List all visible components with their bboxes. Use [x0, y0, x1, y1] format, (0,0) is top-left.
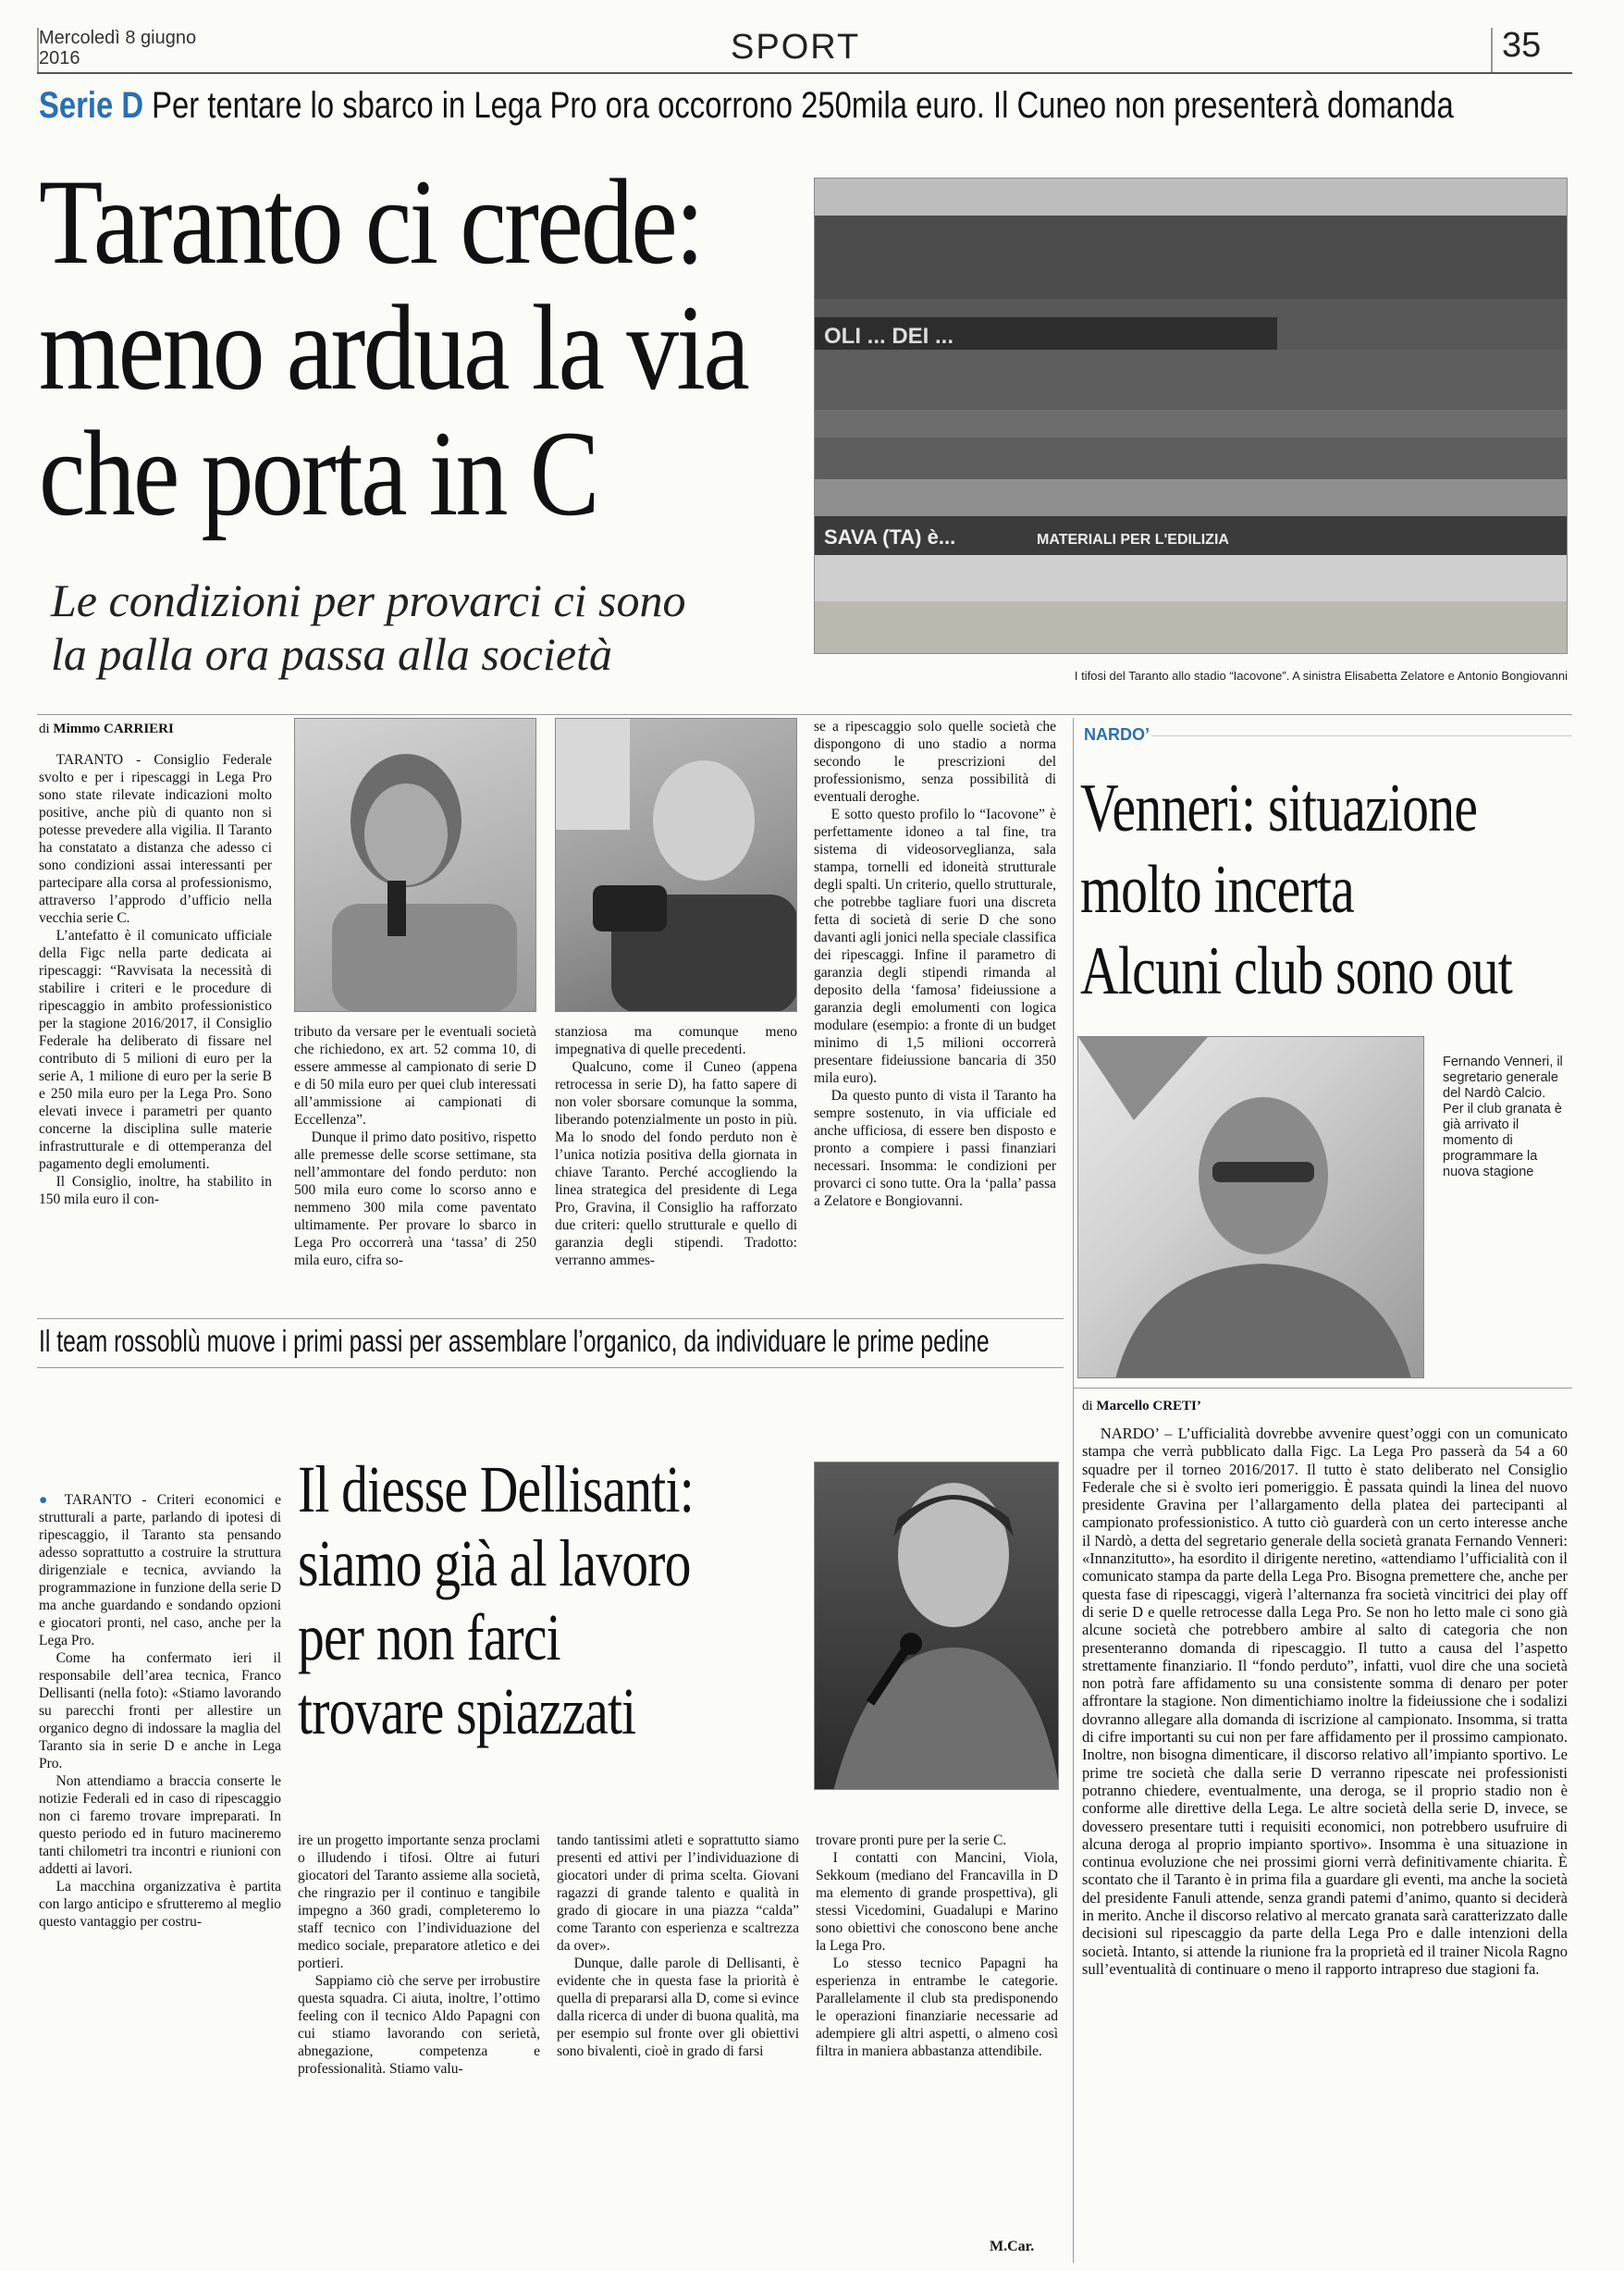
dellisanti-col-1-p1-text: TARANTO - Criteri economici e strutturali a parte, parlando di ipotesi di ripescaggio, il Taranto sta pensando adesso soprattutto a costruire la struttura dirigenziale e tecnica, avviando la programmazione in funzione della serie D ma anche guardando e sondando opzioni e giocatori pronti, nel caso, anche per la Lega Pro. [39, 1492, 281, 1648]
dellisanti-col-3 [557, 1832, 799, 2257]
dellisanti-headline-line1: Il diesse Dellisanti: [298, 1452, 694, 1526]
kicker-label: Serie D [39, 85, 144, 126]
main-byline-name: Mimmo CARRIERI [53, 722, 174, 736]
main-col-4-p1: se a ripescaggio solo quelle società che dispongono di uno stadio a norma secondo le prescrizioni del professionismo, senza possibilità di eventuali deroghe. [814, 719, 1056, 805]
dellisanti-top-rule [37, 1318, 1064, 1319]
zelatore-photo [294, 718, 536, 1012]
nardo-headline-line1: Venneri: situazione [1080, 771, 1478, 846]
main-col-1-p3: Il Consiglio, inoltre, ha stabilito in 150 mila euro il con- [39, 1174, 272, 1207]
main-col-4-p2: E sotto questo profilo lo “Iacovone” è perfettamente idoneo a tal fine, tra sistema di videosorveglianza, sala stampa, tornelli ed idoneità strutturale degli spalti. Un criterio, quello strutturale, che potrebbe tagliare fuori una discreta fetta di società di serie D che sono davanti agli jonici nella speciale classifica dei ripescaggi. Infine il parametro di garanzia degli stipendi rimanda al deposito della ‘famosa’ fideiussione a garanzia degli emolumenti con logica modulare (esempio: a fronte di un budget minimo di 1,5 milioni occorrerà presentare fideiussione bancaria di 350 mila euro). [814, 807, 1056, 1086]
main-col-4-p3: Da questo punto di vista il Taranto ha sempre sostenuto, in via ufficiale ed anche ufficiosa, di essere ben disposto e pronto a compiere i passi finanziari necessari. Insomma: le condizioni per provarci ci sono tutte. Ora la ‘palla’ passa a Zelatore e Bongiovanni. [814, 1088, 1056, 1209]
main-col-4 [814, 718, 1056, 1306]
nardo-byline-prefix: di [1082, 1399, 1093, 1413]
main-headline-line1: Taranto ci crede: [39, 154, 703, 290]
dellisanti-col-4-p1: trovare pronti pure per la serie C. [816, 1833, 1007, 1848]
dellisanti-col-1-p1 [39, 1491, 281, 1649]
nardo-headline-line2: molto incerta [1080, 852, 1354, 928]
zelatore-portrait-illustration [295, 719, 536, 1012]
main-col-1-p1: TARANTO - Consiglio Federale svolto e per i ripescaggi in Lega Pro sono state rilevate indicazioni molto positive, anche più di quanto non si potesse prevedere alla vigilia. Il Taranto ha constatato a distanza che adesso ci sono condizioni assai interessanti per partecipare alla corsa al professionismo, attraverso l’approdo d’ufficio nella vecchia serie C. [39, 752, 272, 926]
venneri-portrait-illustration [1078, 1037, 1424, 1378]
kicker [39, 83, 1454, 128]
nardo-headline-line3: Alcuni club sono out [1080, 933, 1512, 1009]
venneri-photo [1077, 1036, 1424, 1378]
dellisanti-col-1-p3: Non attendiamo a braccia conserte le notizie Federali ed in caso di ripescaggio non ci faremo trovare impreparati. In questo periodo ed in futuro macineremo tanti chilometri tra incontri e riunioni con addetti ai lavori. [39, 1773, 281, 1877]
nardo-left-rule [1073, 718, 1074, 2263]
dellisanti-col-1-p4: La macchina organizzativa è partita con largo anticipo e sfrutteremo al meglio questo vantaggio per costru- [39, 1879, 281, 1930]
page-number: 35 [1502, 26, 1542, 65]
nardo-headline [1080, 768, 1512, 1012]
dellisanti-headline-line3: per non farci [298, 1600, 560, 1674]
dellisanti-col-2 [298, 1832, 540, 2257]
main-byline [39, 722, 174, 737]
nardo-tag-rule [1151, 735, 1572, 736]
main-subhead-line1: Le condizioni per provarci ci sono [51, 574, 686, 626]
nardo-byline-rule [1073, 1388, 1572, 1389]
dellisanti-col-4-p2: I contatti con Mancini, Viola, Sekkoum (mediano del Francavilla in D ma elemento di grande prospettiva), gli stessi Vicedomini, Guadalupi e Marino sono obiettivi che conoscono bene anche la Lega Pro. [816, 1850, 1058, 1954]
main-top-rule [37, 714, 1572, 715]
main-subhead-line2: la palla ora passa alla società [51, 628, 612, 680]
main-col-3 [555, 1023, 797, 1306]
main-col-1 [39, 751, 272, 1306]
dellisanti-col-1-p2: Come ha confermato ieri il responsabile dell’area tecnica, Franco Dellisanti (nella foto): «Stiamo lavorando su parecchi fronti per allestire un organico degno di indossare la maglia del Taranto sia in serie D e anche in Lega Pro. [39, 1650, 281, 1771]
dellisanti-col-1 [39, 1491, 281, 2259]
main-col-1-p2: L’antefatto è il comunicato ufficiale della Figc nella parte dedicata ai ripescaggi: “Ravvisata la necessità di stabilire i criteri e le procedure di ripescaggio in ambito professionistico per la stagione 2016/2017, il Consiglio Federale ha deliberato di fissare nel contributo di 5 milioni di euro per la serie A, 1 milione di euro per la serie B e 250 mila euro per la Lega Pro. Sono elevati invece i parametri per quanto concerne la disciplina sulle materie infrastrutturale e di ottemperanza del pagamento degli emolumenti. [39, 928, 272, 1172]
stadium-crowd-illustration [815, 179, 1568, 654]
dellisanti-portrait-illustration [815, 1463, 1059, 1790]
main-headline-line3: che porta in C [39, 405, 597, 541]
main-col-2-p2: Dunque il primo dato positivo, rispetto alle premesse delle scorse settimane, sta nell’ammontare del fondo perduto: non 500 mila euro come lo scorso anno e nemmeno 300 mila come paventato ultimamente. Per provare lo sbarco in Lega Pro occorrerà una ‘tassa’ di 250 mila euro, cifra so- [294, 1129, 536, 1268]
main-headline [39, 154, 748, 541]
dellisanti-kicker: Il team rossoblù muove i primi passi per assemblare l’organico, da individuare le prime pedine [39, 1324, 990, 1358]
section-title: SPORT [731, 28, 861, 67]
date-line [39, 28, 196, 68]
stadium-photo-caption: I tifosi del Taranto allo stadio “Iacovone”. A sinistra Elisabetta Zelatore e Antonio Bongiovanni [1074, 669, 1568, 683]
dellisanti-headline-line4: trovare spiazzati [298, 1674, 636, 1748]
date-weekday: Mercoledì 8 giugno [39, 28, 197, 48]
banner-2: SAVA (TA) è... [824, 525, 956, 549]
dellisanti-col-3-p1: tando tantissimi atleti e soprattutto siamo presenti ed attivi per l’individuazione di giocatori under di prima scelta. Giovani ragazzi di grande talento e qualità in grado di giocare in una piazza “calda” come Taranto con esperienza e scaltrezza da over». [557, 1833, 799, 1954]
banner-1: OLI ... DEI ... [824, 324, 954, 349]
main-headline-line2: meno ardua la via [39, 279, 748, 415]
bongiovanni-photo [555, 718, 797, 1012]
nardo-byline [1082, 1399, 1201, 1414]
nardo-tag: NARDO’ [1084, 725, 1150, 744]
nardo-byline-name: Marcello CRETI’ [1096, 1399, 1201, 1413]
dellisanti-signature: M.Car. [990, 2239, 1035, 2254]
banner-3: MATERIALI PER L'EDILIZIA [1037, 532, 1229, 548]
stadium-photo [814, 178, 1568, 654]
bongiovanni-portrait-illustration [556, 719, 797, 1012]
dellisanti-col-2-p1: ire un progetto importante senza proclami o illudendo i tifosi. Oltre ai futuri giocatori del Taranto assieme alla società, che ringrazio per il continuo e tangibile impegno a 360 gradi, completeremo lo staff tecnico con l’individuazione del medico sociale, preparatore atletico e dei portieri. [298, 1833, 540, 1971]
main-col-3-p2: Qualcuno, come il Cuneo (appena retrocessa in serie D), ha fatto sapere di non voler sborsare comunque la somma, liberando potenzialmente un posto in più. Ma lo snodo del fondo perduto non è l’unica notizia positiva della giornata in chiave Taranto. Perché accogliendo la linea strategica del presidente di Lega Pro, Gravina, il Consiglio ha rafforzato due criteri: quello strutturale e quello di garanzia degli stipendi. Tradotto: verranno ammes- [555, 1059, 797, 1268]
main-col-2 [294, 1023, 536, 1306]
kicker-text: Per tentare lo sbarco in Lega Pro ora occorrono 250mila euro. Il Cuneo non presenterà domanda [152, 85, 1454, 126]
dellisanti-headline [298, 1452, 694, 1748]
header-rule [37, 72, 1572, 74]
dellisanti-col-2-p2: Sappiamo ciò che serve per irrobustire questa squadra. Ci aiuta, inoltre, l’ottimo feeling con il tecnico Aldo Papagni con cui stiamo lavorando con serietà, abnegazione, competenza e professionalità. Stiamo valu- [298, 1973, 540, 2077]
venneri-photo-caption: Fernando Venneri, il segretario generale del Nardò Calcio. Per il club granata è già arrivato il momento di programmare la nuova stagione [1443, 1055, 1563, 1179]
bullet-icon: ● [39, 1492, 65, 1508]
dellisanti-kicker-rule [37, 1367, 1064, 1368]
date-year: 2016 [39, 48, 80, 68]
dellisanti-col-4 [816, 1832, 1058, 2239]
dellisanti-col-3-p2: Dunque, dalle parole di Dellisanti, è evidente che in questa fase la priorità è quella di prepararsi alla D, come si evince dalla ricerca di under di buona qualità, ma per esempio sul fronte over gli obiettivi sono bivalenti, cioè in grado di farsi [557, 1956, 799, 2059]
main-col-3-p1: stanziosa ma comunque meno impegnativa di quelle precedenti. [555, 1024, 797, 1057]
main-byline-prefix: di [39, 722, 50, 736]
dellisanti-col-4-p3: Lo stesso tecnico Papagni ha esperienza in entrambe le categorie. Parallelamente il club sta predisponendo le operazioni finanziarie necessarie ad adempiere gli altri aspetti, o almeno così filtra in maniera abbastanza attendibile. [816, 1956, 1058, 2059]
header-page-divider [1491, 28, 1493, 72]
nardo-body [1082, 1425, 1568, 2239]
dellisanti-photo [814, 1462, 1059, 1790]
main-subhead [51, 574, 686, 681]
dellisanti-headline-line2: siamo già al lavoro [298, 1526, 691, 1600]
main-col-2-p1: tributo da versare per le eventuali società che richiedono, ex art. 52 comma 10, di essere ammesse al campionato di serie D e di 50 mila euro per quei club interessati all’ammissione ai campionati di Eccellenza”. [294, 1024, 536, 1128]
header-left-bar [37, 28, 39, 72]
nardo-body-text: NARDO’ – L’ufficialità dovrebbe avvenire quest’oggi con un comunicato stampa che verrà pubblicato dalla Figc. La Lega Pro passerà da 54 a 60 squadre per il torneo 2016/2017. Il tutto è stato deliberato nel Consiglio Federale che si è svolto ieri pomeriggio. È passata quindi la linea del nuovo presidente Gravina per l’allargamento della platea dei partecipanti al campionato professionistico. A tutto ciò guarderà con un certo interesse anche il Nardò, a detta del segretario generale della società granata Fernando Venneri: «Innanzitutto», ha esordito il dirigente neretino, «attendiamo l’ufficialità con il comunicato stampa da parte della Lega Pro. Bisogna premettere che, anche per questa fase di ripescaggi, vigerà l’alternanza fra società vincitrici dei play off di serie D e quelle retrocesse dalla Lega Pro. Se non ho letto male ci sono già alcune società che potrebbero ambire al salto di categoria che non presenteranno domanda di ripescaggio. Il tutto a causa del l’aspetto strettamente finanziario. Il “fondo perduto”, infatti, vuol dire che una società non potrà fare affidamento su una consistente somma di denaro per poter affrontare la stagione. Non dimentichiamo inoltre la fideiussione che i sodalizi dovranno allegare alla domanda di iscrizione al campionato. Insomma, si tratta di cifre importanti su cui non per fare affidamento per il prossimo campionato. Inoltre, non bisogna dimenticare, il discorso relativo all’impianto sportivo. Le prime tre società che dalla serie D verranno ripescate nei professionisti potranno chiedere, eventualmente, una deroga, se il proprio stadio non è conforme alle direttive della Lega. Le altre società della serie D, invece, se dovessero presentare tutti i requisiti economici, non potrebbero usufruire di alcuna deroga al proprio impianto sportivo». Insomma è una situazione in continua evoluzione che nei prossimi giorni verrà definitivamente chiarita. È scontato che il Taranto è in prima fila a guardare gli eventi, ma anche la società del presidente Fanuli attende, senza grandi patemi d’animo, quanto si deciderà in merito. Anche il discorso relativo al mercato granata sarà caratterizzato dalle decisioni sul ripescaggio da parte della Lega Pro e dalle intenzioni della società. Intanto, si attende la riunione fra la proprietà ed il trainer Nicola Ragno sull’eventualità di continuare o meno il rapporto intrapreso due stagioni fa. [1082, 1425, 1568, 1978]
